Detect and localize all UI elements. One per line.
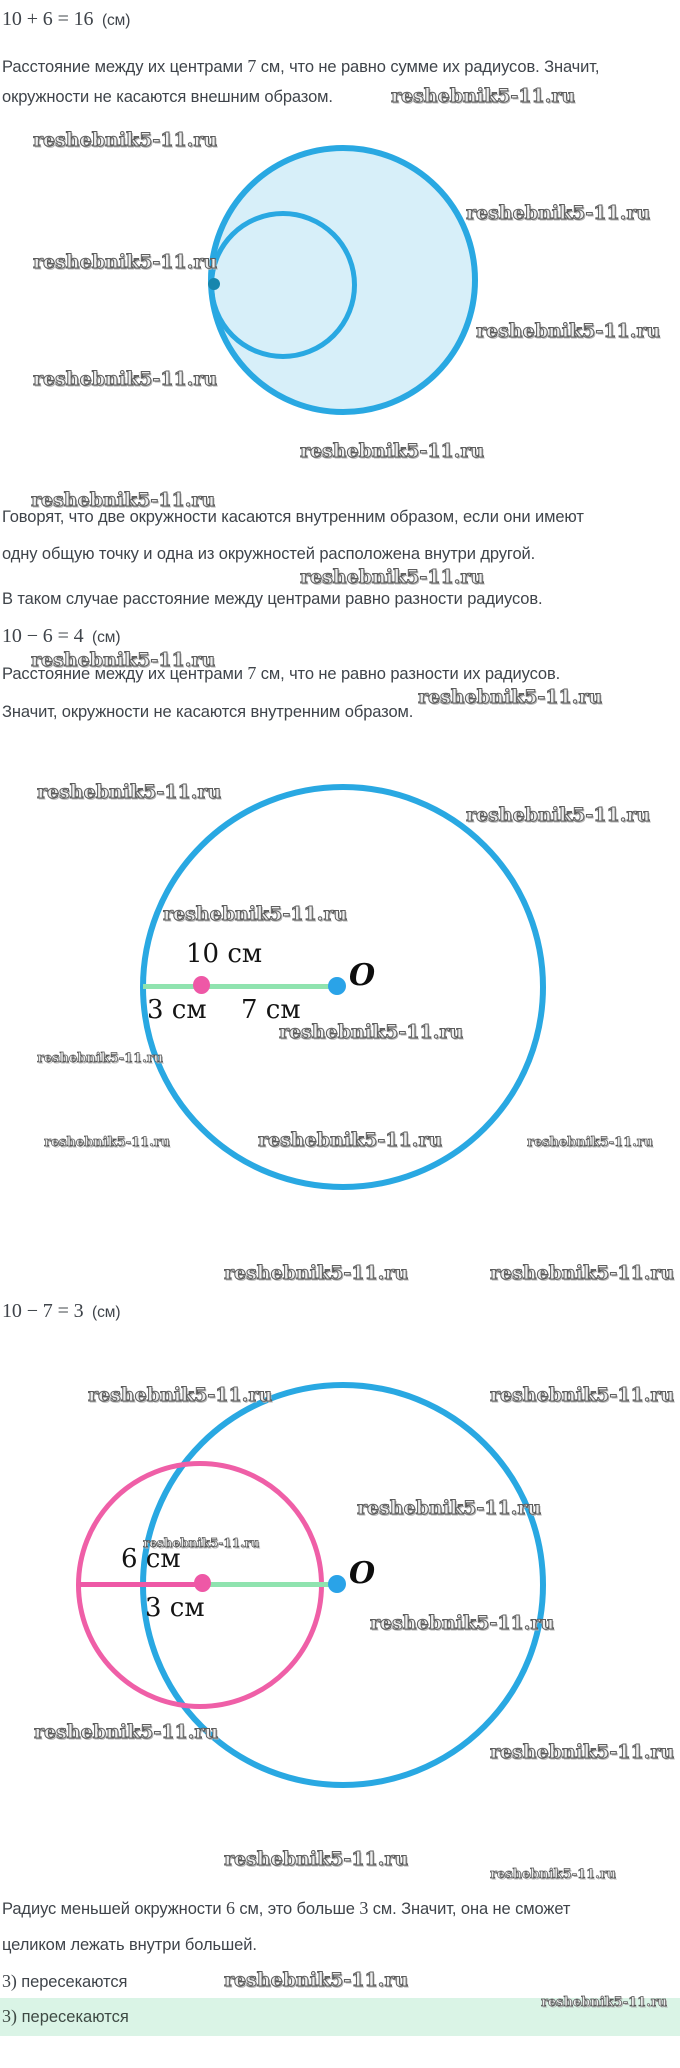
diagram3-pink-radius-segment xyxy=(80,1582,203,1587)
line-inside: целиком лежать внутри большей. xyxy=(2,1936,257,1954)
line-not-internal: Значит, окружности не касаются внутренним образом. xyxy=(2,703,414,721)
watermark-text: reshebnik5-11.ru xyxy=(33,129,218,151)
watermark-text: reshebnik5-11.ru xyxy=(44,1135,171,1150)
line-not-external: окружности не касаются внешним образом. xyxy=(2,88,333,106)
line-text: Расстояние между их центрами xyxy=(2,665,248,683)
formula-unit: (см) xyxy=(92,629,121,646)
formula-math: 10 − 6 = 4 xyxy=(2,625,84,647)
watermark-text: reshebnik5-11.ru xyxy=(224,1969,409,1991)
line-text: см, что не равно разности их радиусов. xyxy=(256,665,561,683)
diagram2-radius-segment xyxy=(143,984,337,989)
diagram3-center-dot xyxy=(328,1575,346,1593)
answer-text: пересекаются xyxy=(17,2008,129,2026)
diagram1-tangent-point-dot xyxy=(208,278,220,290)
diagram2-point-dot-pink xyxy=(193,976,210,994)
watermark-text: reshebnik5-11.ru xyxy=(33,251,218,273)
watermark-text: reshebnik5-11.ru xyxy=(490,1867,617,1882)
diagram2-center-label: O xyxy=(349,958,376,993)
watermark-text: reshebnik5-11.ru xyxy=(357,1497,542,1519)
line-internal-rule: В таком случае расстояние между центрами равно разности радиусов. xyxy=(2,590,543,608)
diagram2-right-segment-label: 7 см xyxy=(241,995,301,1025)
answer-text: пересекаются xyxy=(16,1973,128,1991)
watermark-text: reshebnik5-11.ru xyxy=(300,566,485,588)
watermark-text: reshebnik5-11.ru xyxy=(490,1741,675,1763)
watermark-text: reshebnik5-11.ru xyxy=(527,1135,654,1150)
diagram3-small-center-dot xyxy=(194,1574,211,1592)
line-distance-sum xyxy=(2,56,599,77)
formula-unit: (см) xyxy=(92,1304,121,1321)
watermark-text: reshebnik5-11.ru xyxy=(31,489,216,511)
inline-number: 3 xyxy=(359,1898,369,1918)
watermark-text: reshebnik5-11.ru xyxy=(490,1384,675,1406)
diagram1-inner-circle xyxy=(209,211,357,359)
line-smaller-radius xyxy=(2,1898,570,1919)
diagram2-center-dot xyxy=(328,977,346,995)
line-text: Расстояние между их центрами xyxy=(2,58,248,76)
line-text: Радиус меньшей окружности xyxy=(2,1900,226,1918)
formula-math: 10 − 7 = 3 xyxy=(2,1300,84,1322)
diagram3-radius-label: 6 см xyxy=(121,1544,181,1574)
line-text: см. Значит, она не сможет xyxy=(368,1900,571,1918)
watermark-text: reshebnik5-11.ru xyxy=(541,1995,668,2010)
watermark-text: reshebnik5-11.ru xyxy=(466,202,651,224)
diagram2-left-segment-label: 3 см xyxy=(147,995,207,1025)
watermark-text: reshebnik5-11.ru xyxy=(418,686,603,708)
watermark-text: reshebnik5-11.ru xyxy=(391,85,576,107)
watermark-text: reshebnik5-11.ru xyxy=(88,1384,273,1406)
answer-number: 3) xyxy=(2,1971,17,1991)
watermark-text: reshebnik5-11.ru xyxy=(476,320,661,342)
watermark-text: reshebnik5-11.ru xyxy=(300,440,485,462)
watermark-text: reshebnik5-11.ru xyxy=(370,1612,555,1634)
line-internal-def1: Говорят, что две окружности касаются внутренним образом, если они имеют xyxy=(2,508,584,526)
watermark-text: reshebnik5-11.ru xyxy=(31,649,216,671)
diagram3-center-label: O xyxy=(349,1556,376,1591)
formula-math: 10 + 6 = 16 xyxy=(2,8,94,30)
watermark-text: reshebnik5-11.ru xyxy=(258,1129,443,1151)
formula-unit: (см) xyxy=(101,12,131,29)
answer-number: 3) xyxy=(2,2006,17,2026)
diagram3-gap-label: 3 см xyxy=(145,1593,205,1623)
watermark-text: reshebnik5-11.ru xyxy=(490,1262,675,1284)
line-internal-def2: одну общую точку и одна из окружностей расположена внутри другой. xyxy=(2,545,536,563)
watermark-text: reshebnik5-11.ru xyxy=(143,1536,260,1550)
inline-number: 6 xyxy=(225,1898,235,1918)
formula-external-sum xyxy=(2,8,130,31)
answer-plain xyxy=(2,1971,127,1992)
formula-internal-diff xyxy=(2,625,120,648)
diagram3-green-segment xyxy=(203,1582,337,1587)
watermark-text: reshebnik5-11.ru xyxy=(224,1848,409,1870)
watermark-text: reshebnik5-11.ru xyxy=(37,1051,164,1066)
inline-number: 7 xyxy=(247,56,257,76)
inline-number: 7 xyxy=(247,663,257,683)
line-text: см, это больше xyxy=(234,1900,360,1918)
answer-highlighted xyxy=(2,2006,129,2027)
watermark-text: reshebnik5-11.ru xyxy=(33,368,218,390)
watermark-text: reshebnik5-11.ru xyxy=(466,804,651,826)
watermark-text: reshebnik5-11.ru xyxy=(163,903,348,925)
watermark-text: reshebnik5-11.ru xyxy=(34,1721,219,1743)
watermark-text: reshebnik5-11.ru xyxy=(224,1262,409,1284)
formula-radius-gap xyxy=(2,1300,120,1323)
watermark-text: reshebnik5-11.ru xyxy=(279,1021,464,1043)
diagram2-radius-label: 10 см xyxy=(186,939,263,969)
line-text: см, что не равно сумме их радиусов. Значит, xyxy=(256,58,600,76)
watermark-text: reshebnik5-11.ru xyxy=(37,781,222,803)
